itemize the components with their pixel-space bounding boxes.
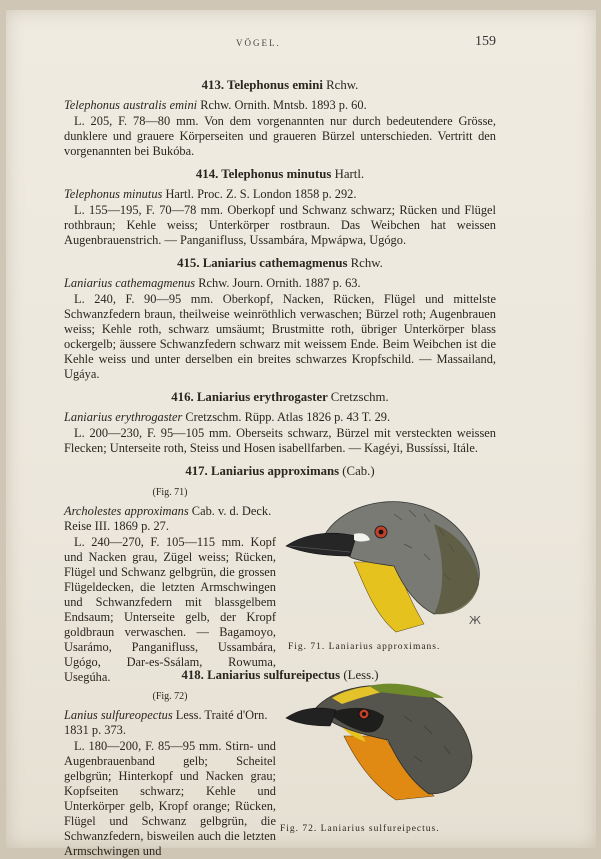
species-title: 415. Laniarius cathemagmenus Rchw. bbox=[177, 256, 383, 270]
species-title: 416. Laniarius erythrogaster Cretzschm. bbox=[171, 390, 389, 404]
species-description: L. 240, F. 90—95 mm. Oberkopf, Nacken, Rücken, Flügel und mittelste Schwanzfedern braun, theilweise weinröthlich verwaschen; Bürzel roth; Augenbrauen weiss; Kehle roth, schwarz umsäumt; Brustmitte roth, übriger Unterkörper blass ockergelb; äussere Schwanzfedern schwarz mit weissem Ende. Beim Weibchen ist die Kehle weiss und unter derselben ein breites schwarzes Kropfschild. — Massailand, Ugáya. bbox=[64, 292, 496, 381]
species-description: L. 200—230, F. 95—105 mm. Oberseits schwarz, Bürzel mit versteckten weissen Flecken; Unterseite roth, Steiss und Hosen isabellfarben. — Kagéyi, Bussíssi, Itále. bbox=[64, 426, 496, 455]
book-page bbox=[6, 10, 596, 858]
entry-with-figure bbox=[64, 688, 496, 858]
species-entry bbox=[64, 78, 496, 159]
figure-71 bbox=[284, 484, 504, 654]
species-title: 413. Telephonus emini Rchw. bbox=[201, 78, 359, 92]
species-description: L. 240—270, F. 105—115 mm. Kopf und Nacken grau, Zügel weiss; Rücken, Flügel und Schwanz gelbgrün, die grossen Flügeldecken, die letzten Armschwingen und Schwanzfedern mit blassgelbem Endsaum; Unterseite gelb, der Kropf goldbraun verwaschen. — Bagamoyo, Usarámo, Panganifluss, Ussambára, Ugógo, Dar-es-Ssálam, Rowuma, Usegúha. bbox=[64, 535, 276, 684]
figure-reference: (Fig. 71) bbox=[152, 487, 188, 498]
species-title: 414. Telephonus minutus Hartl. bbox=[195, 167, 365, 181]
species-title: 418. Laniarius sulfureipectus (Less.) bbox=[181, 668, 379, 682]
species-description: L. 205, F. 78—80 mm. Von dem vorgenannten nur durch bedeutendere Grösse, dunklere und grauere Körperseiten und graueren Bürzel unterschieden. Vertritt den vorgenannten bei Bukóba. bbox=[64, 114, 496, 158]
synonym-reference: Laniarius cathemagmenus Rchw. Journ. Ornith. 1887 p. 63. bbox=[64, 276, 361, 290]
synonym-reference: Archolestes approximans Cab. v. d. Deck. Reise III. 1869 p. 27. bbox=[64, 504, 272, 533]
species-description: L. 180—200, F. 85—95 mm. Stirn- und Augenbrauenband gelb; Scheitel gelbgrün; Hinterkopf und Nacken grau; Kopfseiten schwarz; Kehle und Unterkörper gelb, Kropf orange; Rücken, Flügel und Schwanz gelbgrün, die Schwanzfedern, bisweilen auch die letzten Armschwingen und bbox=[64, 739, 276, 858]
bird-head-illustration-approximans bbox=[284, 484, 494, 634]
figure-72 bbox=[280, 676, 504, 846]
synonym-reference: Lanius sulfureopectus Less. Traité d'Orn. 1831 p. 373. bbox=[64, 708, 268, 737]
figure-caption: Fig. 71. Laniarius approximans. bbox=[288, 642, 441, 652]
species-entry bbox=[64, 668, 496, 858]
species-entry bbox=[64, 167, 496, 248]
synonym-reference: Laniarius erythrogaster Cretzschm. Rüpp. Atlas 1826 p. 43 T. 29. bbox=[64, 410, 391, 424]
synonym-reference: Telephonus minutus Hartl. Proc. Z. S. London 1858 p. 292. bbox=[64, 187, 357, 201]
synonym-reference: Telephonus australis emini Rchw. Ornith. Mntsb. 1893 p. 60. bbox=[64, 98, 367, 112]
species-entry bbox=[64, 256, 496, 382]
page-number: 159 bbox=[475, 34, 496, 49]
figure-caption: Fig. 72. Laniarius sulfureipectus. bbox=[280, 824, 440, 834]
species-title: 417. Laniarius approximans (Cab.) bbox=[185, 464, 375, 478]
svg-text:Ж: Ж bbox=[469, 614, 481, 627]
running-head: VÖGEL. bbox=[236, 38, 281, 48]
bird-head-illustration-sulfureipectus bbox=[284, 676, 484, 804]
species-entry bbox=[64, 390, 496, 456]
page-content bbox=[64, 70, 496, 858]
species-description: L. 155—195, F. 70—78 mm. Oberkopf und Schwanz schwarz; Rücken und Flügel rothbraun; Kehle weiss; Unterkörper rostbraun. Das Weibchen hat weissen Augenbrauenstrich. — Panganifluss, Ussambára, Mpwápwa, Ugógo. bbox=[64, 203, 496, 247]
figure-reference: (Fig. 72) bbox=[152, 691, 188, 702]
